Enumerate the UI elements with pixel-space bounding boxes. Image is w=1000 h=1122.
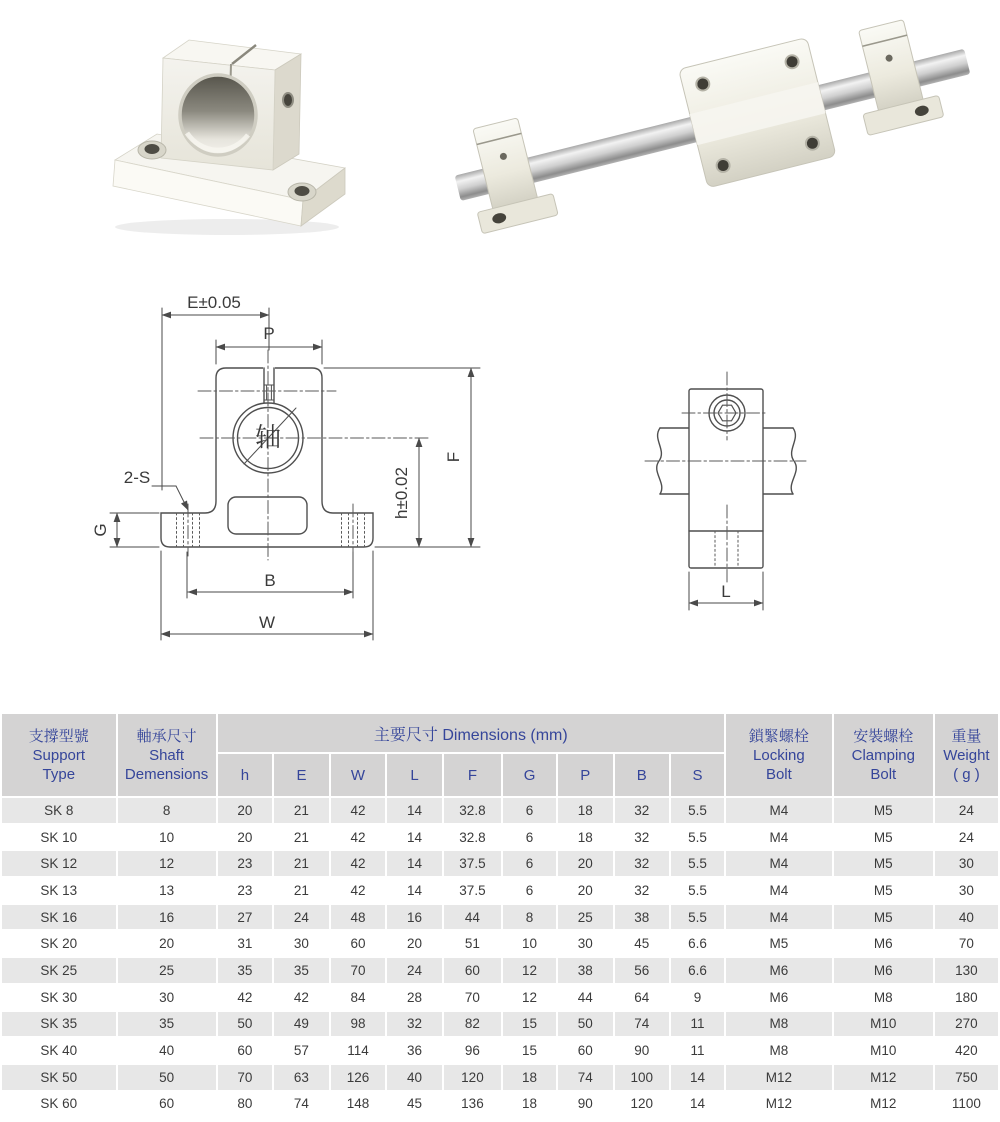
value-cell: M5 xyxy=(726,931,832,956)
value-cell: 126 xyxy=(331,1065,386,1090)
value-cell: 11 xyxy=(671,1038,724,1063)
value-cell: 27 xyxy=(218,905,273,930)
support-type-cell: SK 30 xyxy=(2,985,116,1010)
label-E: E±0.05 xyxy=(187,293,241,312)
value-cell: 32 xyxy=(387,1012,442,1037)
value-cell: 51 xyxy=(444,931,501,956)
value-cell: 15 xyxy=(503,1012,556,1037)
value-cell: 24 xyxy=(274,905,329,930)
value-cell: 16 xyxy=(387,905,442,930)
value-cell: 49 xyxy=(274,1012,329,1037)
label-W: W xyxy=(258,613,276,632)
value-cell: 44 xyxy=(558,985,613,1010)
value-cell: 70 xyxy=(444,985,501,1010)
value-cell: 64 xyxy=(615,985,670,1010)
value-cell: 6 xyxy=(503,878,556,903)
table-row xyxy=(2,851,998,876)
support-type-cell: SK 13 xyxy=(2,878,116,903)
value-cell: 70 xyxy=(935,931,998,956)
value-cell: 60 xyxy=(218,1038,273,1063)
value-cell: 32.8 xyxy=(444,798,501,823)
value-cell: 70 xyxy=(331,958,386,983)
value-cell: 12 xyxy=(503,958,556,983)
value-cell: 20 xyxy=(218,825,273,850)
value-cell: 45 xyxy=(615,931,670,956)
value-cell: M12 xyxy=(726,1065,832,1090)
value-cell: 1100 xyxy=(935,1092,998,1117)
value-cell: 35 xyxy=(218,958,273,983)
col-header-E: E xyxy=(274,754,329,796)
value-cell: 74 xyxy=(615,1012,670,1037)
value-cell: 21 xyxy=(274,825,329,850)
value-cell: M12 xyxy=(834,1092,933,1117)
value-cell: 6 xyxy=(503,825,556,850)
value-cell: 36 xyxy=(387,1038,442,1063)
col-header-G: G xyxy=(503,754,556,796)
value-cell: 32.8 xyxy=(444,825,501,850)
value-cell: 60 xyxy=(558,1038,613,1063)
col-header-h: h xyxy=(218,754,273,796)
value-cell: 23 xyxy=(218,878,273,903)
table-row xyxy=(2,905,998,930)
support-type-cell: SK 20 xyxy=(2,931,116,956)
value-cell: 70 xyxy=(218,1065,273,1090)
mount-hole-right xyxy=(295,186,310,196)
value-cell: 30 xyxy=(118,985,216,1010)
value-cell: 14 xyxy=(387,878,442,903)
value-cell: 82 xyxy=(444,1012,501,1037)
value-cell: 45 xyxy=(387,1092,442,1117)
value-cell: 40 xyxy=(118,1038,216,1063)
bearing-block xyxy=(679,38,837,188)
value-cell: 8 xyxy=(503,905,556,930)
value-cell: 60 xyxy=(331,931,386,956)
value-cell: 21 xyxy=(274,851,329,876)
support-type-cell: SK 25 xyxy=(2,958,116,983)
value-cell: 12 xyxy=(118,851,216,876)
value-cell: 14 xyxy=(387,798,442,823)
value-cell: 114 xyxy=(331,1038,386,1063)
value-cell: 14 xyxy=(671,1065,724,1090)
support-type-cell: SK 35 xyxy=(2,1012,116,1037)
table-row xyxy=(2,1012,998,1037)
value-cell: 18 xyxy=(558,825,613,850)
support-side-outline xyxy=(689,389,763,568)
value-cell: 21 xyxy=(274,878,329,903)
value-cell: M4 xyxy=(726,851,832,876)
locking-bolt-hole xyxy=(283,93,293,107)
label-2S: 2-S xyxy=(123,468,151,487)
table-row xyxy=(2,798,998,823)
support-type-cell: SK 40 xyxy=(2,1038,116,1063)
value-cell: M4 xyxy=(726,798,832,823)
value-cell: 14 xyxy=(671,1092,724,1117)
value-cell: 10 xyxy=(503,931,556,956)
value-cell: 42 xyxy=(331,825,386,850)
value-cell: 90 xyxy=(615,1038,670,1063)
value-cell: 16 xyxy=(118,905,216,930)
value-cell: 9 xyxy=(671,985,724,1010)
assembly-photo xyxy=(425,5,995,255)
value-cell: 30 xyxy=(274,931,329,956)
value-cell: 24 xyxy=(387,958,442,983)
value-cell: 24 xyxy=(935,798,998,823)
value-cell: 100 xyxy=(615,1065,670,1090)
value-cell: 60 xyxy=(444,958,501,983)
label-h: h±0.02 xyxy=(392,467,411,519)
value-cell: 42 xyxy=(331,878,386,903)
value-cell: 84 xyxy=(331,985,386,1010)
value-cell: 48 xyxy=(331,905,386,930)
col-header-P: P xyxy=(558,754,613,796)
value-cell: 28 xyxy=(387,985,442,1010)
value-cell: 14 xyxy=(387,851,442,876)
value-cell: 42 xyxy=(274,985,329,1010)
support-type-cell: SK 50 xyxy=(2,1065,116,1090)
value-cell: M6 xyxy=(726,985,832,1010)
front-view-drawing xyxy=(80,290,500,650)
value-cell: 56 xyxy=(615,958,670,983)
table-row xyxy=(2,1092,998,1117)
value-cell: 5.5 xyxy=(671,798,724,823)
table-row xyxy=(2,825,998,850)
value-cell: 15 xyxy=(503,1038,556,1063)
label-L: L xyxy=(721,582,731,601)
value-cell: 35 xyxy=(274,958,329,983)
value-cell: 6 xyxy=(503,798,556,823)
value-cell: M10 xyxy=(834,1038,933,1063)
value-cell: 38 xyxy=(615,905,670,930)
value-cell: 136 xyxy=(444,1092,501,1117)
value-cell: 35 xyxy=(118,1012,216,1037)
value-cell: 50 xyxy=(118,1065,216,1090)
col-header-weight: 重量 Weight ( g ) xyxy=(935,714,998,796)
value-cell: 10 xyxy=(118,825,216,850)
value-cell: 23 xyxy=(218,851,273,876)
value-cell: 148 xyxy=(331,1092,386,1117)
value-cell: 25 xyxy=(558,905,613,930)
label-B: B xyxy=(264,571,276,590)
value-cell: 30 xyxy=(558,931,613,956)
value-cell: 31 xyxy=(218,931,273,956)
value-cell: M5 xyxy=(834,825,933,850)
value-cell: 11 xyxy=(671,1012,724,1037)
value-cell: 5.5 xyxy=(671,825,724,850)
value-cell: 18 xyxy=(558,798,613,823)
col-header-shaft-dimensions: 軸承尺寸 Shaft Demensions xyxy=(118,714,216,796)
value-cell: 32 xyxy=(615,825,670,850)
value-cell: 20 xyxy=(558,851,613,876)
value-cell: 20 xyxy=(218,798,273,823)
shaft-dim-zh: 軸承尺寸 xyxy=(136,727,197,745)
spec-table xyxy=(0,712,1000,1118)
col-header-W: W xyxy=(331,754,386,796)
value-cell: M5 xyxy=(834,798,933,823)
label-shaft: 轴 xyxy=(254,422,282,452)
value-cell: 14 xyxy=(387,825,442,850)
value-cell: 38 xyxy=(558,958,613,983)
col-header-L: L xyxy=(387,754,442,796)
value-cell: 42 xyxy=(331,798,386,823)
support-photo xyxy=(105,8,350,236)
value-cell: M12 xyxy=(834,1065,933,1090)
value-cell: 32 xyxy=(615,878,670,903)
support-type-cell: SK 8 xyxy=(2,798,116,823)
table-row xyxy=(2,878,998,903)
col-header-B: B xyxy=(615,754,670,796)
value-cell: M8 xyxy=(726,1012,832,1037)
value-cell: M6 xyxy=(726,958,832,983)
value-cell: M12 xyxy=(726,1092,832,1117)
value-cell: 57 xyxy=(274,1038,329,1063)
leader-2S xyxy=(176,486,188,510)
value-cell: 42 xyxy=(218,985,273,1010)
value-cell: 5.5 xyxy=(671,905,724,930)
table-row xyxy=(2,958,998,983)
value-cell: M6 xyxy=(834,958,933,983)
value-cell: 120 xyxy=(444,1065,501,1090)
support-type-cell: SK 60 xyxy=(2,1092,116,1117)
value-cell: 96 xyxy=(444,1038,501,1063)
value-cell: 74 xyxy=(274,1092,329,1117)
value-cell: 6.6 xyxy=(671,958,724,983)
value-cell: M4 xyxy=(726,905,832,930)
value-cell: 63 xyxy=(274,1065,329,1090)
value-cell: 6.6 xyxy=(671,931,724,956)
value-cell: 40 xyxy=(935,905,998,930)
value-cell: 98 xyxy=(331,1012,386,1037)
table-row xyxy=(2,931,998,956)
value-cell: M6 xyxy=(834,931,933,956)
value-cell: 750 xyxy=(935,1065,998,1090)
table-row xyxy=(2,985,998,1010)
label-P: P xyxy=(263,324,275,343)
value-cell: 37.5 xyxy=(444,878,501,903)
support-type-cell: SK 16 xyxy=(2,905,116,930)
value-cell: 5.5 xyxy=(671,851,724,876)
value-cell: 60 xyxy=(118,1092,216,1117)
support-type-cell: SK 12 xyxy=(2,851,116,876)
mount-hole-left xyxy=(145,144,160,154)
value-cell: M4 xyxy=(726,825,832,850)
value-cell: 120 xyxy=(615,1092,670,1117)
support-type-zh: 支撐型號 xyxy=(28,727,89,745)
col-header-support-type: 支撐型號 Support Type xyxy=(2,714,116,796)
value-cell: 6 xyxy=(503,851,556,876)
col-header-clamping-bolt: 安裝螺栓 Clamping Bolt xyxy=(834,714,933,796)
value-cell: 32 xyxy=(615,851,670,876)
value-cell: M4 xyxy=(726,878,832,903)
col-header-main-dimensions: 主要尺寸 Dimensions (mm) xyxy=(218,714,724,752)
value-cell: 180 xyxy=(935,985,998,1010)
value-cell: M8 xyxy=(834,985,933,1010)
value-cell: 25 xyxy=(118,958,216,983)
value-cell: M5 xyxy=(834,878,933,903)
value-cell: 90 xyxy=(558,1092,613,1117)
value-cell: 13 xyxy=(118,878,216,903)
value-cell: 20 xyxy=(558,878,613,903)
value-cell: 18 xyxy=(503,1092,556,1117)
value-cell: M10 xyxy=(834,1012,933,1037)
value-cell: 21 xyxy=(274,798,329,823)
value-cell: 44 xyxy=(444,905,501,930)
table-row xyxy=(2,1038,998,1063)
value-cell: 37.5 xyxy=(444,851,501,876)
value-cell: 270 xyxy=(935,1012,998,1037)
value-cell: 50 xyxy=(558,1012,613,1037)
value-cell: 420 xyxy=(935,1038,998,1063)
value-cell: 18 xyxy=(503,1065,556,1090)
value-cell: 42 xyxy=(331,851,386,876)
col-header-F: F xyxy=(444,754,501,796)
block-right-face xyxy=(273,54,301,170)
value-cell: 30 xyxy=(935,851,998,876)
value-cell: 8 xyxy=(118,798,216,823)
value-cell: 74 xyxy=(558,1065,613,1090)
value-cell: 5.5 xyxy=(671,878,724,903)
label-G: G xyxy=(91,523,110,537)
value-cell: M8 xyxy=(726,1038,832,1063)
value-cell: M5 xyxy=(834,905,933,930)
value-cell: 30 xyxy=(935,878,998,903)
value-cell: 50 xyxy=(218,1012,273,1037)
table-row xyxy=(2,1065,998,1090)
value-cell: 24 xyxy=(935,825,998,850)
value-cell: 40 xyxy=(387,1065,442,1090)
bore-hole xyxy=(180,75,256,155)
value-cell: 80 xyxy=(218,1092,273,1117)
value-cell: 20 xyxy=(387,931,442,956)
value-cell: M5 xyxy=(834,851,933,876)
col-header-S: S xyxy=(671,754,724,796)
side-view-drawing xyxy=(620,360,940,645)
spec-table-body xyxy=(2,798,998,1116)
label-F: F xyxy=(444,451,463,463)
support-type-cell: SK 10 xyxy=(2,825,116,850)
col-header-locking-bolt: 鎖緊螺栓 Locking Bolt xyxy=(726,714,832,796)
value-cell: 20 xyxy=(118,931,216,956)
value-cell: 32 xyxy=(615,798,670,823)
value-cell: 12 xyxy=(503,985,556,1010)
value-cell: 130 xyxy=(935,958,998,983)
